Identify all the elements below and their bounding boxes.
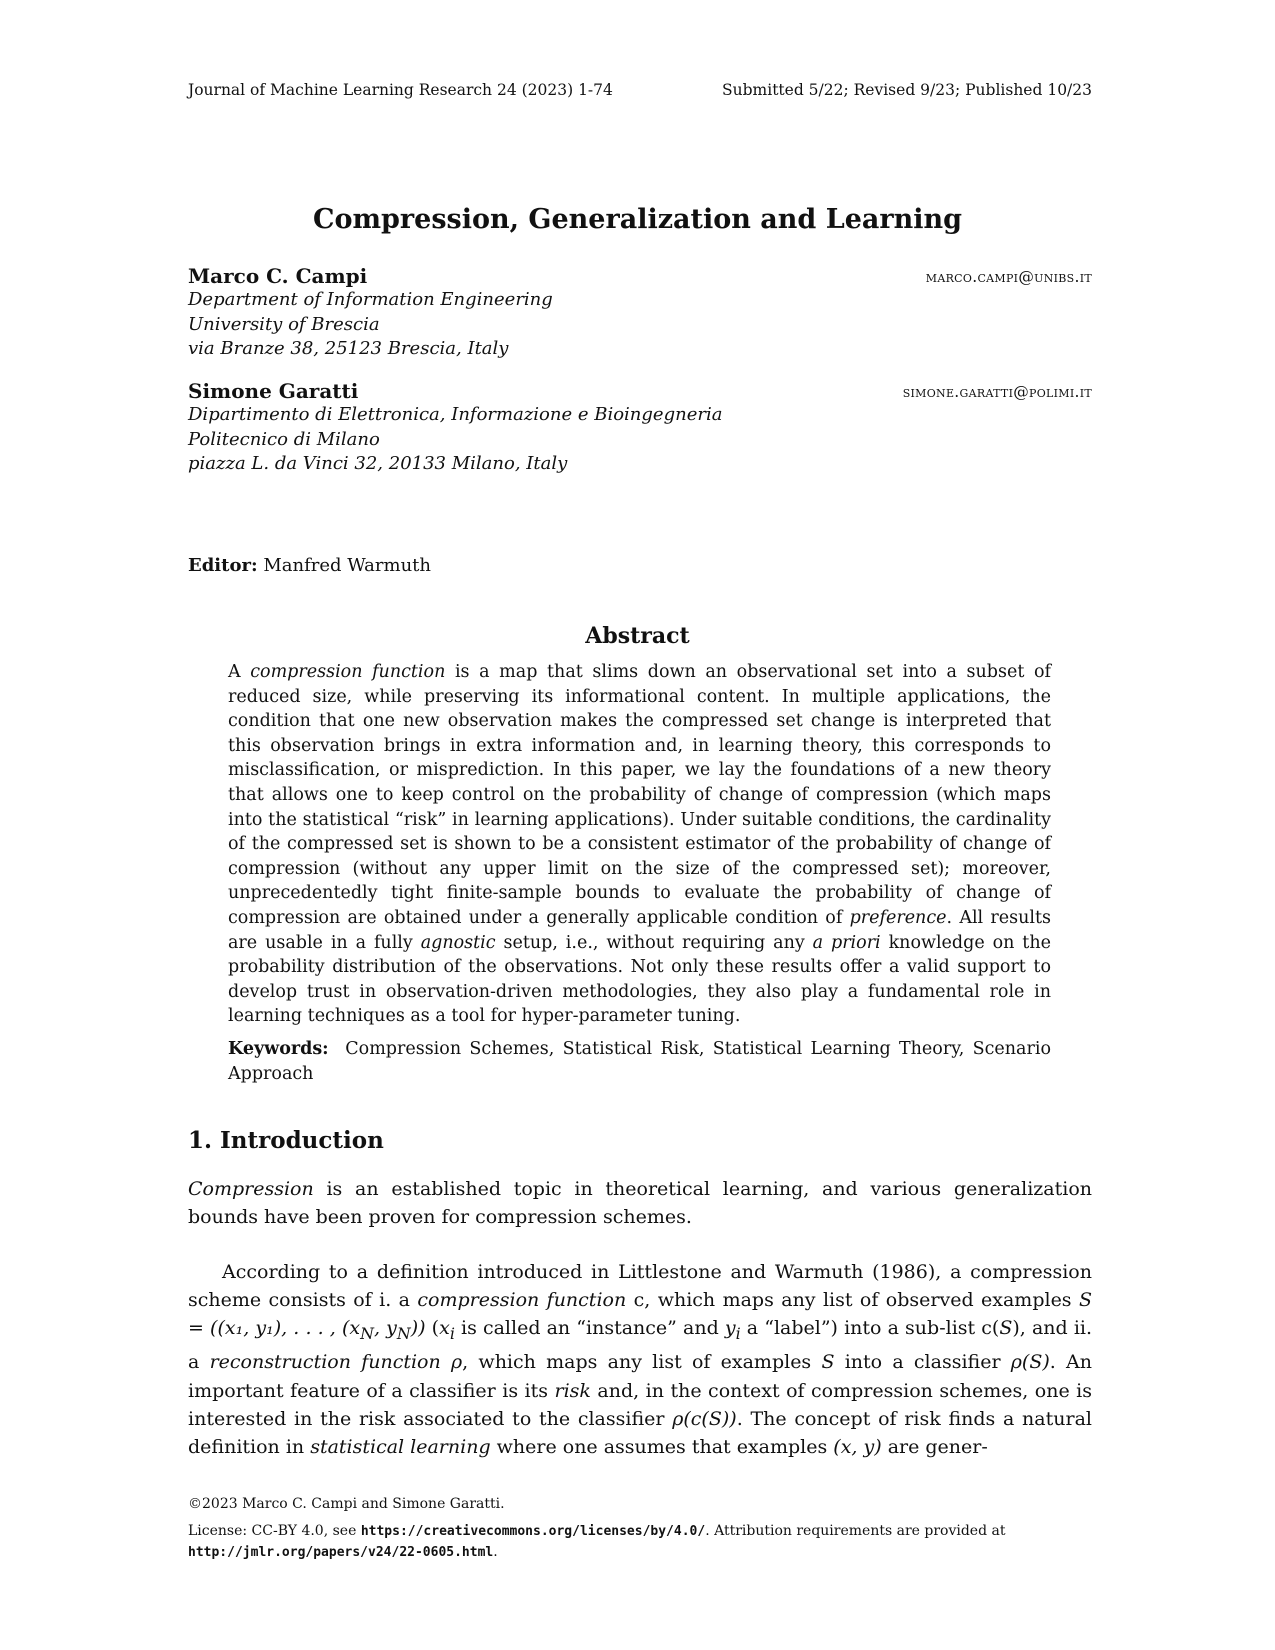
license-link[interactable]: https://creativecommons.org/licenses/by/4.0/ bbox=[360, 1524, 706, 1539]
affiliation-line: Politecnico di Milano bbox=[188, 428, 380, 450]
author-name: Simone Garatti bbox=[188, 379, 359, 403]
affiliation-line: Dipartimento di Elettronica, Informazione e Bioingegneria bbox=[188, 404, 723, 425]
abstract-heading: Abstract bbox=[585, 623, 690, 649]
abstract-body bbox=[228, 660, 1051, 1086]
author-email: simone.garatti@polimi.it bbox=[902, 383, 1092, 401]
affiliation-line: Department of Information Engineering bbox=[188, 289, 553, 310]
author-name: Marco C. Campi bbox=[188, 264, 368, 288]
publication-dates: Submitted 5/22; Revised 9/23; Published 10/23 bbox=[722, 81, 1092, 99]
abstract-text: A compression function is a map that slims down an observational set into a subset of reduced size, while preserving its informational content. In multiple applications, the condition that one new observation makes the compressed set change is interpreted that this observation brings in extra information and, in learning theory, this corresponds to misclassification, or misprediction. In this paper, we lay the foundations of a new theory that allows one to keep control on the probability of change of compression (which maps into the statistical “risk” in learning applications). Under suitable conditions, the cardinality of the compressed set is shown to be a consistent estimator of the probability of change of compression (without any upper limit on the size of the compressed set); moreover, unprecedentedly tight finite-sample bounds to evaluate the probability of change of compression are obtained under a generally applicable condition of preference. All results are usable in a fully agnostic setup, i.e., without requiring any a priori knowledge on the probability distribution of the observations. Not only these results offer a valid support to develop trust in observation-driven methodologies, they also play a fundamental role in learning techniques as a tool for hyper-parameter tuning. bbox=[228, 662, 1051, 1027]
intro-paragraph-1: Compression is an established topic in theoretical learning, and various generalization bounds have been proven for compression schemes. bbox=[188, 1178, 1092, 1229]
journal-citation: Journal of Machine Learning Research 24 (2023) 1-74 bbox=[188, 81, 613, 99]
keywords-label: Keywords: bbox=[228, 1038, 329, 1059]
editor-line bbox=[188, 555, 431, 576]
author-block-2 bbox=[188, 379, 1092, 477]
editor-label: Editor: bbox=[188, 555, 258, 576]
affiliation-line: University of Brescia bbox=[188, 313, 380, 335]
section-heading: 1. Introduction bbox=[188, 1127, 384, 1154]
copyright-notice: ©2023 Marco C. Campi and Simone Garatti. bbox=[188, 1496, 505, 1512]
editor-name: Manfred Warmuth bbox=[263, 555, 432, 576]
author-affiliation bbox=[188, 403, 1092, 477]
intro-paragraph-2: According to a definition introduced in Littlestone and Warmuth (1986), a compression scheme consists of i. a compression function c, which maps any list of observed examples S = ((x₁, y₁), . . . , ($x_N$, $y_N$)) ($x_i$ is called an “instance” and $y_i$ a “label”) into a sub-list c(S), and ii. a reconstruction function ρ, which maps any list of examples S into a classifier ρ(S). An important feature of a classifier is its risk and, in the context of compression schemes, one is interested in the risk associated to the classifier ρ(c(S)). The concept of risk finds a natural definition in statistical learning where one assumes that examples (x, y) are gener- bbox=[188, 1261, 1093, 1459]
license-notice: License: CC-BY 4.0, see https://creativecommons.org/licenses/by/4.0/. Attribution requirements are provided at http://jmlr.org/papers/v24/22-0605.html. bbox=[188, 1523, 1006, 1560]
paper-title: Compression, Generalization and Learning bbox=[312, 204, 962, 235]
author-email: marco.campi@unibs.it bbox=[925, 268, 1092, 286]
running-header bbox=[188, 81, 1092, 99]
author-block-1 bbox=[188, 264, 1092, 362]
affiliation-line: piazza L. da Vinci 32, 20133 Milano, Italy bbox=[188, 453, 568, 474]
keywords-list: Compression Schemes, Statistical Risk, Statistical Learning Theory, Scenario Approach bbox=[228, 1038, 1051, 1084]
author-affiliation bbox=[188, 288, 1092, 362]
paper-link[interactable]: http://jmlr.org/papers/v24/22-0605.html bbox=[188, 1545, 494, 1560]
keywords bbox=[228, 1037, 1051, 1086]
affiliation-line: via Branze 38, 25123 Brescia, Italy bbox=[188, 338, 509, 359]
